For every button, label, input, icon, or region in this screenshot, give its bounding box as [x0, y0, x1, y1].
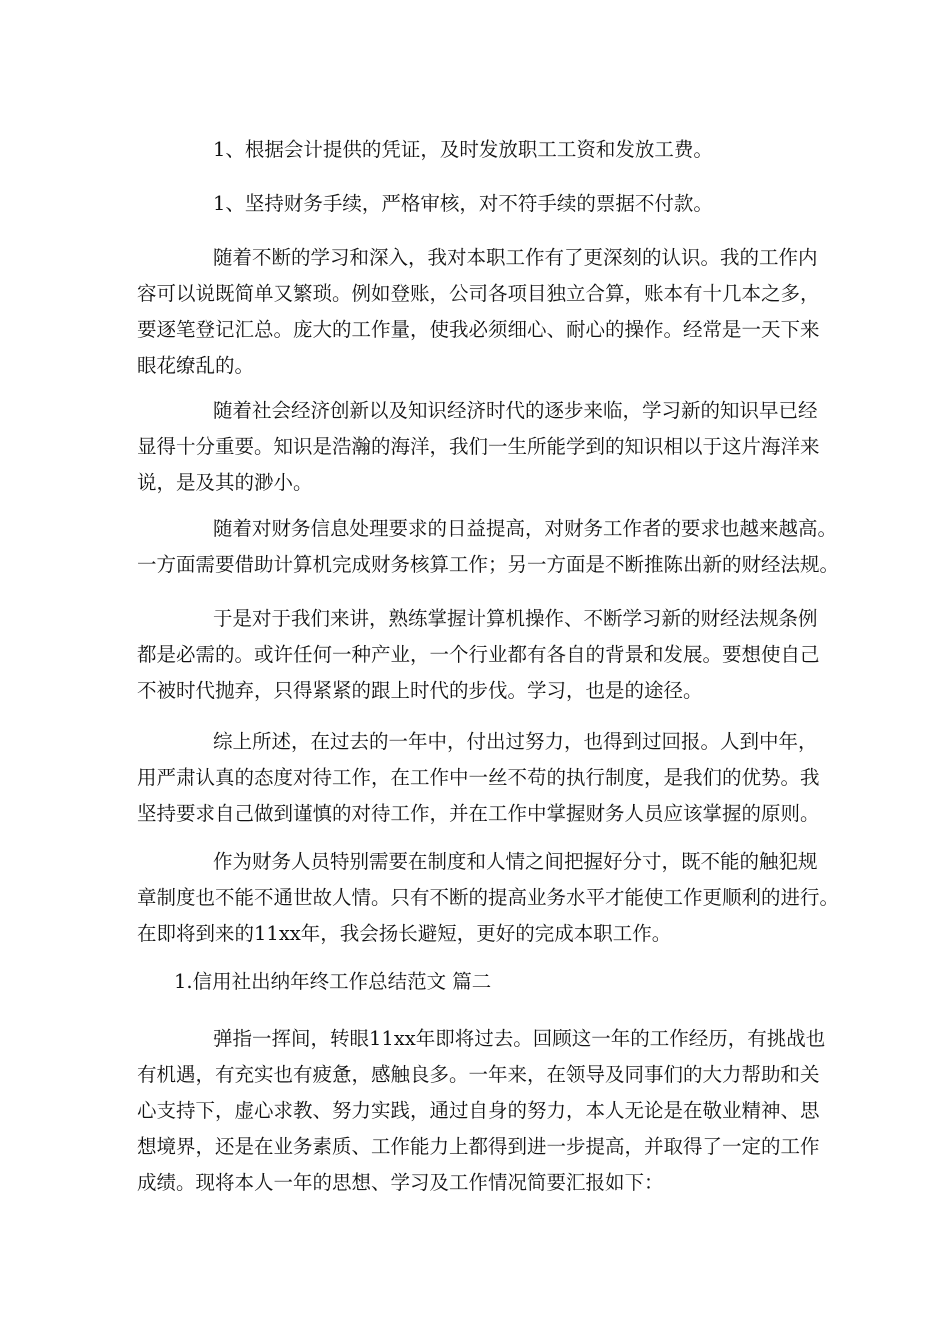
paragraph-line: 有机遇，有充实也有疲惫，感触良多。一年来，在领导及同事们的大力帮助和关: [137, 1063, 820, 1086]
paragraph-line: 弹指一挥间，转眼11xx年即将过去。回顾这一年的工作经历，有挑战也: [213, 1027, 826, 1050]
paragraph-line: 用严肃认真的态度对待工作，在工作中一丝不苟的执行制度，是我们的优势。我: [137, 766, 820, 789]
paragraph-6: [137, 601, 827, 709]
paragraph-line: 1、坚持财务手续，严格审核，对不符手续的票据不付款。: [213, 192, 713, 215]
paragraph-9: [137, 1021, 827, 1201]
paragraph-7: [137, 724, 827, 832]
paragraph-line: 随着不断的学习和深入，我对本职工作有了更深刻的认识。我的工作内: [213, 246, 818, 269]
paragraph-line: 心支持下，虚心求教、努力实践，通过自身的努力，本人无论是在敬业精神、思: [137, 1099, 820, 1122]
paragraph-line: 眼花缭乱的。: [137, 354, 255, 377]
paragraph-line: 坚持要求自己做到谨慎的对待工作，并在工作中掌握财务人员应该掌握的原则。: [137, 802, 820, 825]
paragraph-line: 都是必需的。或许任何一种产业，一个行业都有各自的背景和发展。要想使自己: [137, 643, 820, 666]
paragraph-line: 显得十分重要。知识是浩瀚的海洋，我们一生所能学到的知识相以于这片海洋来: [137, 435, 820, 458]
paragraph-8: [137, 844, 840, 952]
paragraph-line: 想境界，还是在业务素质、工作能力上都得到进一步提高，并取得了一定的工作: [137, 1135, 820, 1158]
paragraph-line: 综上所述，在过去的一年中，付出过努力，也得到过回报。人到中年，: [213, 730, 818, 753]
paragraph-line: 于是对于我们来讲，熟练掌握计算机操作、不断学习新的财经法规条例: [213, 607, 818, 630]
paragraph-line: 随着对财务信息处理要求的日益提高，对财务工作者的要求也越来越高。: [213, 517, 838, 540]
paragraph-line: 作为财务人员特别需要在制度和人情之间把握好分寸，既不能的触犯规: [213, 850, 818, 873]
section-heading: [174, 964, 864, 1000]
paragraph-line: 容可以说既简单又繁琐。例如登账，公司各项目独立合算，账本有十几本之多，: [137, 282, 820, 305]
paragraph-line: 章制度也不能不通世故人情。只有不断的提高业务水平才能使工作更顺利的进行。: [137, 886, 840, 909]
paragraph-line: 在即将到来的11xx年，我会扬长避短，更好的完成本职工作。: [137, 922, 672, 945]
paragraph-1: [137, 132, 827, 168]
paragraph-5: [137, 511, 840, 583]
paragraph-4: [137, 393, 827, 501]
paragraph-line: 不被时代抛弃，只得紧紧的跟上时代的步伐。学习，也是的途径。: [137, 679, 703, 702]
section-heading-text: 1.信用社出纳年终工作总结范文 篇二: [174, 970, 492, 993]
paragraph-line: 要逐笔登记汇总。庞大的工作量，使我必须细心、耐心的操作。经常是一天下来: [137, 318, 820, 341]
paragraph-line: 随着社会经济创新以及知识经济时代的逐步来临，学习新的知识早已经: [213, 399, 818, 422]
paragraph-line: 成绩。现将本人一年的思想、学习及工作情况简要汇报如下：: [137, 1171, 664, 1194]
paragraph-3: [137, 240, 827, 384]
paragraph-line: 说，是及其的渺小。: [137, 471, 313, 494]
paragraph-line: 一方面需要借助计算机完成财务核算工作；另一方面是不断推陈出新的财经法规。: [137, 553, 840, 576]
paragraph-2: [137, 186, 827, 222]
paragraph-line: 1、根据会计提供的凭证，及时发放职工工资和发放工费。: [213, 138, 713, 161]
